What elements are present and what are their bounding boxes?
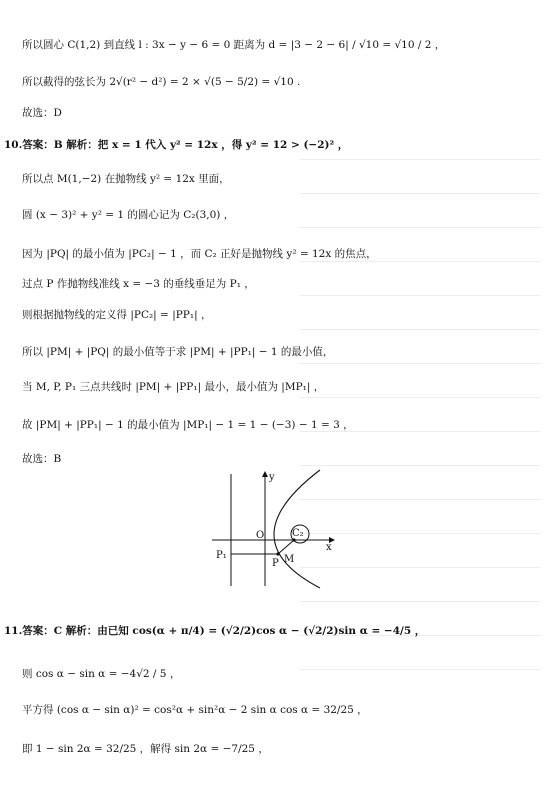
label-c2: C₂ — [292, 528, 304, 539]
q11-header: 11.答案：C 解析：由已知 cos(α + π/4) = (√2/2)cos α − (√2/2)sin α = −4/5 ， — [4, 625, 426, 637]
line-answer-d: 故选：D — [22, 107, 62, 119]
q10-line-perpendicular: 过点 P 作抛物线准线 x = −3 的垂线垂足为 P₁ ， — [22, 278, 255, 290]
line-chord-length: 所以截得的弦长为 2√(r² − d²) = 2 × √(5 − 5/2) = √10 . — [22, 76, 301, 88]
q10-line-min-sum: 所以 |PM| + |PQ| 的最小值等于求 |PM| + |PP₁| − 1 的最小值， — [22, 346, 334, 358]
q11-line-sin2a: 即 1 − sin 2α = 32/25 ，解得 sin 2α = −7/25 ， — [22, 743, 269, 755]
q10-header: 10.答案：B 解析：把 x = 1 代入 y² = 12x ，得 y² = 12 > (−2)² ， — [4, 139, 349, 151]
q10-line-point-inside: 所以点 M(1,−2) 在抛物线 y² = 12x 里面， — [22, 173, 230, 185]
q11-line-square: 平方得 (cos α − sin α)² = cos²α + sin²α − 2 sin α cos α = 32/25 ， — [22, 704, 368, 716]
parabola-diagram — [208, 468, 340, 590]
segment-p-m — [278, 540, 294, 554]
label-x: x — [326, 542, 332, 553]
q10-line-answer-b: 故选：B — [22, 453, 62, 465]
label-y: y — [269, 472, 275, 483]
label-o: O — [256, 530, 265, 541]
q10-line-min-pq: 因为 |PQ| 的最小值为 |PC₂| − 1 ，而 C₂ 正好是抛物线 y² = 12x 的焦点， — [22, 248, 377, 260]
q11-line-difference: 则 cos α − sin α = −4√2 / 5 ， — [22, 668, 181, 680]
parabola-figure-svg — [208, 468, 340, 590]
q10-line-collinear: 当 M, P, P₁ 三点共线时 |PM| + |PP₁| 最小，最小值为 |MP₁| ， — [22, 381, 325, 393]
bleed-through-shadow — [300, 150, 540, 670]
label-p1: P₁ — [216, 550, 227, 561]
point-p-dot — [276, 552, 279, 555]
q10-line-definition: 则根据抛物线的定义得 |PC₂| = |PP₁| ， — [22, 309, 212, 321]
label-m: M — [284, 554, 295, 565]
line-distance: 所以圆心 C(1,2) 到直线 l : 3x − y − 6 = 0 距离为 d = |3 − 2 − 6| / √10 = √10 / 2 ， — [22, 39, 446, 51]
q10-line-circle: 圆 (x − 3)² + y² = 1 的圆心记为 C₂(3,0) ， — [22, 209, 235, 221]
q10-line-result: 故 |PM| + |PP₁| − 1 的最小值为 |MP₁| − 1 = 1 − (−3) − 1 = 3 ， — [22, 419, 354, 431]
label-p: P — [272, 558, 279, 569]
